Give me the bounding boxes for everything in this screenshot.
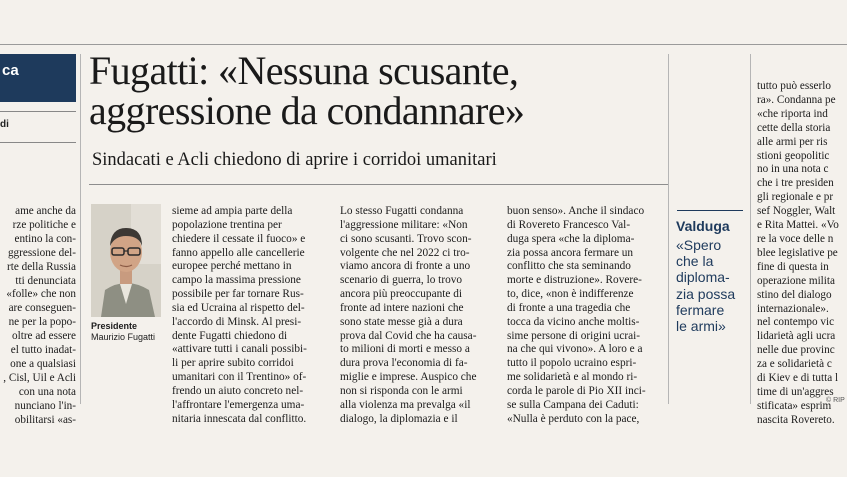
pull-quote	[676, 237, 735, 334]
text-line: stino del dialogo	[757, 288, 832, 301]
text-line: se sulla Campana dei Caduti:	[507, 398, 639, 411]
text-line: sef Noggler, Walt	[757, 205, 836, 218]
text-line: tutto può esserlo	[757, 80, 831, 92]
left-article-fragment	[0, 205, 76, 428]
text-line: nelle due provinc	[757, 344, 835, 357]
text-line: oltre ad essere	[12, 330, 76, 343]
text-line: europee perché mettano in	[172, 260, 292, 273]
text-line: di Kiev e di tutta l	[757, 372, 839, 385]
article-headline	[89, 48, 669, 133]
section-label-box	[0, 54, 76, 102]
text-line: fine di questa in	[757, 260, 829, 273]
text-line: entino la con-	[14, 232, 76, 245]
quote-rule	[677, 210, 743, 211]
text-line: corda le parole di Pio XII inci-	[507, 384, 646, 397]
text-line: dialogo, la diplomazia e il	[340, 412, 458, 425]
text-line: alle armi per ris	[757, 135, 828, 148]
text-line: one a qualsiasi	[10, 357, 76, 370]
text-line: dura prova l'economia di fa-	[340, 357, 468, 370]
quote-line: fermare	[676, 301, 725, 318]
quote-line: le armi»	[676, 318, 726, 335]
text-line: lidarietà agli ucra	[757, 330, 836, 343]
quote-line: diploma-	[676, 269, 730, 286]
text-line: cette della storia	[757, 121, 831, 134]
headline-line: Fugatti: «Nessuna scusante,	[89, 48, 519, 93]
text-line: Lo stesso Fugatti condanna	[340, 205, 464, 217]
text-line: gli regionale e pr	[757, 191, 834, 204]
caption-role: Presidente	[91, 321, 138, 331]
text-line: «Nulla è perduto con la pace,	[507, 412, 640, 425]
quote-speaker: Valduga	[676, 218, 730, 234]
text-line: fronte ad intere nazioni che	[340, 301, 464, 314]
text-line: rze politiche e	[12, 218, 76, 231]
text-line: obilitarsi «as-	[14, 413, 76, 426]
text-line: ancora più preoccupante di	[340, 288, 463, 301]
text-line: to milioni di morti e messo a	[340, 343, 470, 356]
text-line: time di un'aggres	[757, 385, 834, 398]
text-line: internazionale».	[757, 302, 829, 315]
text-line: alla violenza ma prevalga «il	[340, 398, 471, 411]
headline-line: aggressione da condannare»	[89, 88, 525, 133]
portrait-illustration	[91, 204, 161, 317]
top-rule	[0, 44, 847, 45]
text-line: volgente che nel 2022 ci tro-	[340, 246, 470, 259]
text-line: stioni geopolitic	[757, 149, 830, 162]
text-line: conflitto che sta seminando	[507, 260, 631, 273]
text-line: rte della Russia	[7, 260, 76, 273]
quote-line: «Spero	[676, 237, 722, 253]
text-line: stificata» esprim	[757, 399, 832, 412]
text-line: ame anche da	[15, 205, 76, 217]
portrait-photo	[91, 204, 161, 317]
text-line: to, dice, «non è indifferenze	[507, 288, 634, 301]
text-line: blee legislative pe	[757, 246, 838, 259]
article-column-1	[172, 205, 328, 427]
text-line: fanno appello alle cancellerie	[172, 246, 305, 259]
text-line: , Cisl, Uil e Acli	[3, 371, 76, 384]
text-line: di fronte a una tragedia che	[507, 301, 631, 314]
text-line: sia ed Ucraina al rispetto del-	[172, 301, 305, 314]
text-line: nel contempo vic	[757, 316, 835, 329]
text-line: che i tre presiden	[757, 177, 834, 190]
text-line: zia possa ancora fermare un	[507, 246, 634, 259]
quote-line: che la	[676, 253, 714, 270]
text-line: no in una nota c	[757, 163, 829, 176]
headline-rule	[89, 184, 668, 185]
text-line: tutto il popolo ucraino espri-	[507, 357, 637, 370]
text-line: ra». Condanna pe	[757, 93, 836, 106]
text-line: el tutto inadat-	[10, 344, 76, 357]
text-line: na che qui vivono». A loro e a	[507, 343, 643, 356]
text-line: popolazione trentina per	[172, 218, 282, 231]
text-line: re la voce delle n	[757, 232, 834, 245]
text-line: l'aggressione militare: «Non	[340, 218, 468, 231]
text-line: me solidarietà e al mondo ri-	[507, 371, 638, 384]
text-line: chiedere il cessate il fuoco» e	[172, 232, 306, 245]
text-line: possibile per far tornare Rus-	[172, 288, 304, 301]
text-line: con una nota	[18, 385, 76, 398]
text-line: nitaria innescata dal conflitto.	[172, 412, 307, 425]
right-article-fragment	[757, 80, 847, 428]
text-line: tti denunciata	[15, 274, 76, 287]
text-line: frendo un aiuto concreto nel-	[172, 384, 304, 397]
text-line: miglie e imprese. Auspico che	[340, 371, 477, 384]
text-line: prova dal Covid che ha causa-	[340, 329, 477, 342]
text-line: non si risponda con le armi	[340, 384, 463, 397]
text-line: e Rita Mattei. «Vo	[757, 219, 839, 232]
text-line: dente Fugatti chiedono di	[172, 329, 288, 342]
text-line: l'accordo di Minsk. Al presi-	[172, 315, 302, 328]
left-divider	[0, 111, 76, 112]
text-line: morte e distruzione». Rovere-	[507, 274, 642, 287]
text-line: buon senso». Anche il sindaco	[507, 205, 645, 217]
copyright-notice: © RIP	[826, 397, 845, 404]
text-line: l'affrontare l'emergenza uma-	[172, 398, 305, 411]
text-line: tocca da vicino anche moltis-	[507, 315, 640, 328]
text-line: duga spera «che la diploma-	[507, 232, 635, 245]
quote-line: zia possa	[676, 285, 736, 302]
left-small-label: di	[0, 119, 9, 130]
article-column-3	[507, 205, 667, 427]
text-line: za e solidarietà c	[757, 358, 832, 371]
left-divider	[0, 142, 76, 143]
text-line: campo la massima pressione	[172, 274, 301, 287]
text-line: are conseguen-	[8, 302, 76, 315]
caption-name: Maurizio Fugatti	[91, 332, 156, 342]
text-line: ne per la popo-	[8, 316, 76, 329]
text-line: sieme ad ampia parte della	[172, 205, 293, 217]
article-column-2	[340, 205, 496, 427]
text-line: ci sono scusanti. Trovo scon-	[340, 232, 472, 245]
article-subheadline: Sindacati e Acli chiedono di aprire i corridoi umanitari	[92, 150, 497, 170]
text-line: sono state messe già a dura	[340, 315, 463, 328]
text-line: scenario di guerra, lo trovo	[340, 274, 463, 287]
section-label: ca	[2, 62, 19, 79]
column-divider	[80, 54, 81, 404]
text-line: nunciano l'in-	[14, 399, 76, 412]
text-line: nascita Rovereto.	[757, 413, 835, 426]
text-line: «folle» che non	[6, 288, 76, 301]
text-line: operazione milita	[757, 274, 835, 287]
text-line: umanitari con il Trentino» of-	[172, 371, 307, 384]
text-line: li per aprire subito corridoi	[172, 357, 294, 370]
text-line: «che riporta ind	[757, 107, 828, 120]
column-divider	[750, 54, 751, 404]
text-line: sime persone di origini ucrai-	[507, 329, 641, 342]
text-line: ggressione del-	[7, 246, 76, 259]
text-line: «attivare tutti i canali possibi-	[172, 343, 307, 356]
text-line: di Rovereto Francesco Val-	[507, 218, 631, 231]
text-line: viamo ancora di fronte a uno	[340, 260, 471, 273]
